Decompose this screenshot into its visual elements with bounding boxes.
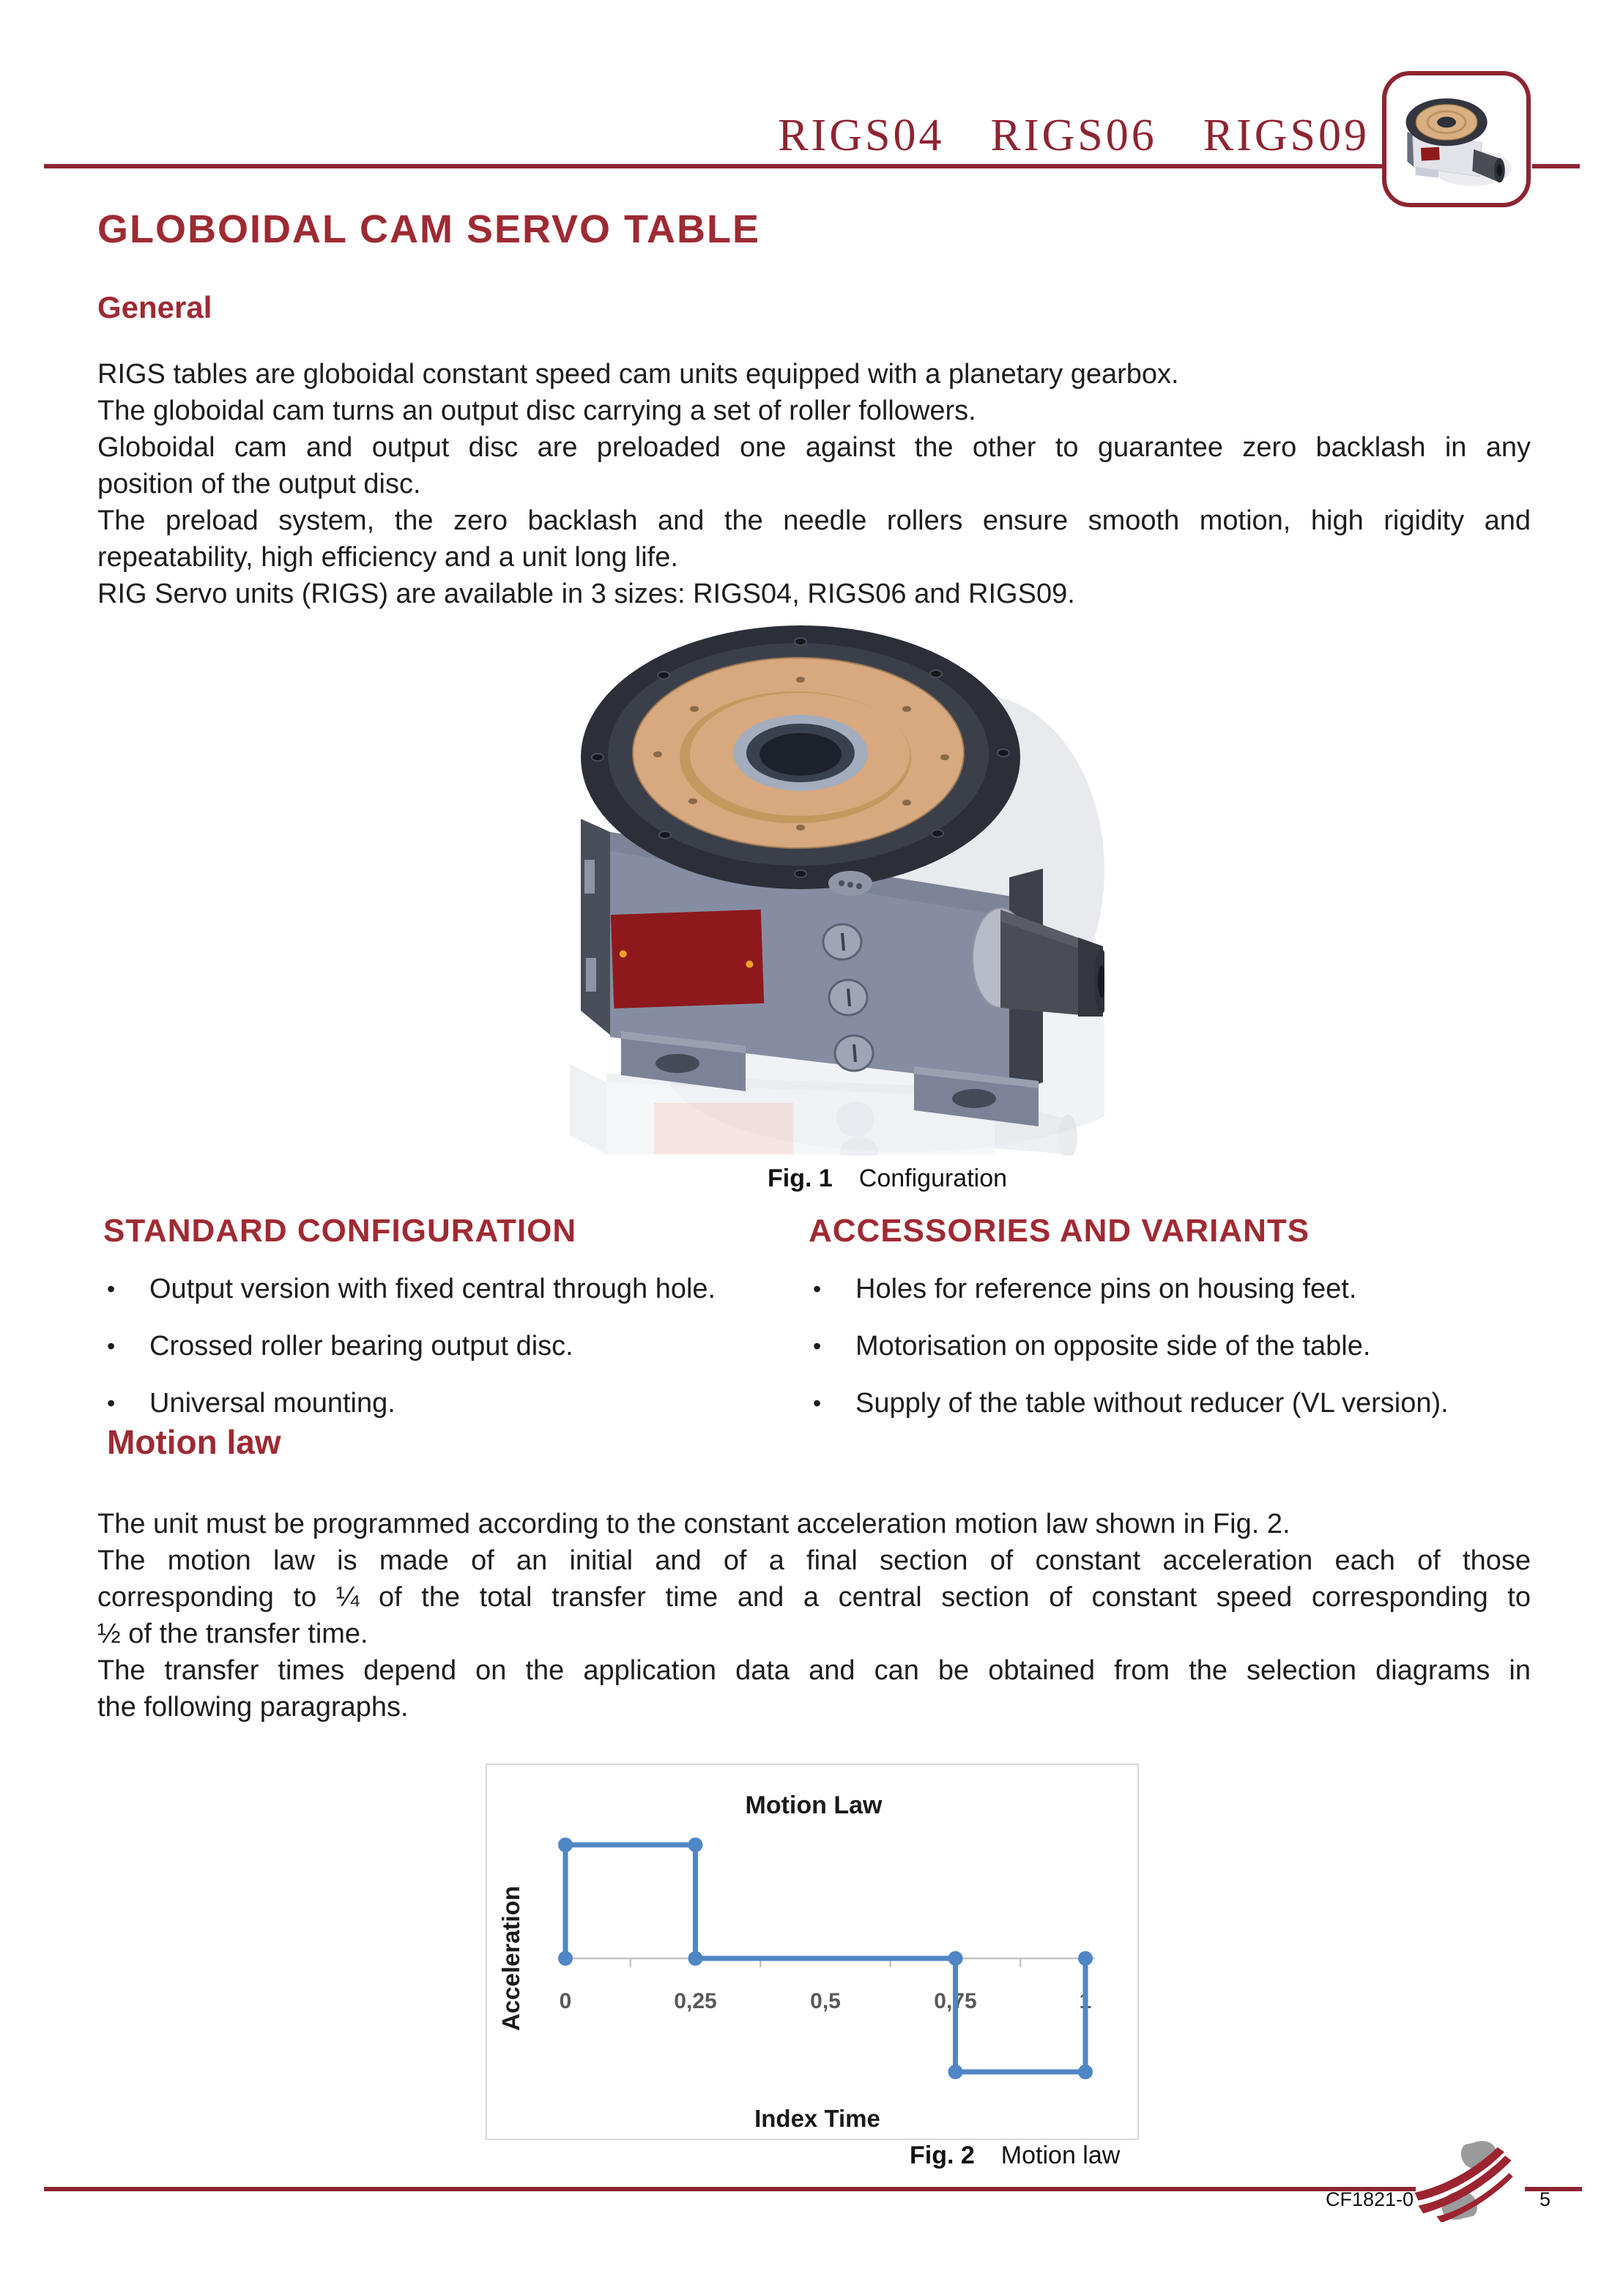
svg-text:0,25: 0,25: [674, 1989, 717, 2013]
bullet-text: Output version with fixed central through hole.: [149, 1274, 716, 1304]
document-code: CF1821-0: [1326, 2188, 1414, 2210]
motion-law-chart-svg: [487, 1765, 1137, 2139]
text-line: the following paragraphs.: [97, 1692, 409, 1723]
header-model-names: RIGS04 RIGS06 RIGS09: [778, 111, 1370, 160]
bullet-item: [813, 1329, 1531, 1364]
text-line: repeatability, high efficiency and a unit long life.: [97, 542, 678, 573]
bullet-glyph: •: [813, 1333, 822, 1359]
bullet-text: Universal mounting.: [149, 1388, 395, 1419]
accessories-list: [813, 1271, 1531, 1443]
svg-text:0,5: 0,5: [810, 1989, 841, 2013]
standard-configuration-list: [107, 1271, 825, 1443]
standard-configuration-heading: STANDARD CONFIGURATION: [103, 1213, 577, 1249]
header-rule: [44, 164, 1382, 168]
bullet-glyph: •: [813, 1390, 822, 1416]
motion-law-chart: [486, 1764, 1139, 2140]
bullet-glyph: •: [813, 1276, 822, 1302]
y-axis-label: Acceleration: [497, 1885, 524, 2032]
header-product-thumbnail-box: [1382, 71, 1531, 207]
bullet-text: Motorisation on opposite side of the table.: [855, 1331, 1371, 1361]
text-line: Globoidal cam and output disc are preloaded one against the other to guarantee zero backlash in any: [97, 432, 1531, 463]
figure2-caption-text: Motion law: [1000, 2141, 1121, 2169]
text-line: The unit must be programmed according to the constant acceleration motion law shown in Fig. 2.: [97, 1509, 1290, 1539]
motion-law-paragraphs: [97, 1506, 1531, 1725]
text-line: RIG Servo units (RIGS) are available in 3 sizes: RIGS04, RIGS06 and RIGS09.: [97, 579, 1075, 609]
figure2-label: Fig. 2: [910, 2141, 975, 2169]
bullet-item: [107, 1329, 825, 1364]
company-swoosh-logo-icon: [1414, 2140, 1525, 2222]
bullet-glyph: •: [107, 1390, 116, 1416]
svg-text:0: 0: [559, 1989, 572, 2013]
figure1-product-render: [526, 614, 1104, 1156]
footer-rule: [44, 2187, 1416, 2191]
chart-title: Motion Law: [745, 1791, 883, 1819]
section-heading-motion-law: Motion law: [107, 1423, 281, 1461]
figure1-caption-text: Configuration: [858, 1164, 1008, 1192]
bullet-text: Holes for reference pins on housing feet.: [855, 1274, 1357, 1304]
text-line: The preload system, the zero backlash and the needle rollers ensure smooth motion, high rigidity and: [97, 505, 1531, 536]
svg-text:1: 1: [1079, 1989, 1092, 2013]
text-line: The globoidal cam turns an output disc carrying a set of roller followers.: [97, 395, 976, 426]
figure1-caption: [768, 1164, 1007, 1193]
figure1-label: Fig. 1: [768, 1164, 833, 1192]
footer-rule-right: [1525, 2187, 1582, 2191]
svg-text:0,75: 0,75: [934, 1989, 977, 2013]
text-line: ½ of the transfer time.: [97, 1619, 368, 1649]
text-line: The transfer times depend on the application data and can be obtained from the selection diagrams in: [97, 1655, 1531, 1686]
text-line: corresponding to ¼ of the total transfer time and a central section of constant speed corresponding to: [97, 1582, 1531, 1613]
text-line: RIGS tables are globoidal constant speed cam units equipped with a planetary gearbox.: [97, 359, 1179, 390]
bullet-text: Crossed roller bearing output disc.: [149, 1331, 573, 1361]
text-line: The motion law is made of an initial and of a final section of constant acceleration each of those: [97, 1545, 1531, 1576]
bullet-glyph: •: [107, 1333, 116, 1359]
bullet-text: Supply of the table without reducer (VL version).: [855, 1388, 1449, 1419]
text-line: position of the output disc.: [97, 469, 421, 499]
servo-table-product-thumbnail-icon: [1392, 81, 1521, 197]
accessories-heading: ACCESSORIES AND VARIANTS: [809, 1213, 1310, 1249]
page-title: GLOBOIDAL CAM SERVO TABLE: [97, 207, 761, 251]
header-rule-right: [1532, 164, 1580, 168]
bullet-glyph: •: [107, 1276, 116, 1302]
page-number: 5: [1540, 2188, 1551, 2210]
chart-axis: [559, 1958, 1095, 2013]
bullet-item: [107, 1271, 825, 1307]
bullet-item: [813, 1271, 1531, 1307]
main-unit: [581, 625, 1104, 1126]
bullet-item: [813, 1386, 1531, 1421]
x-axis-label: Index Time: [754, 2105, 880, 2132]
bullet-item: [107, 1386, 825, 1421]
general-paragraphs: [97, 356, 1531, 612]
figure2-caption: [910, 2141, 1120, 2170]
section-heading-general: General: [97, 290, 212, 324]
